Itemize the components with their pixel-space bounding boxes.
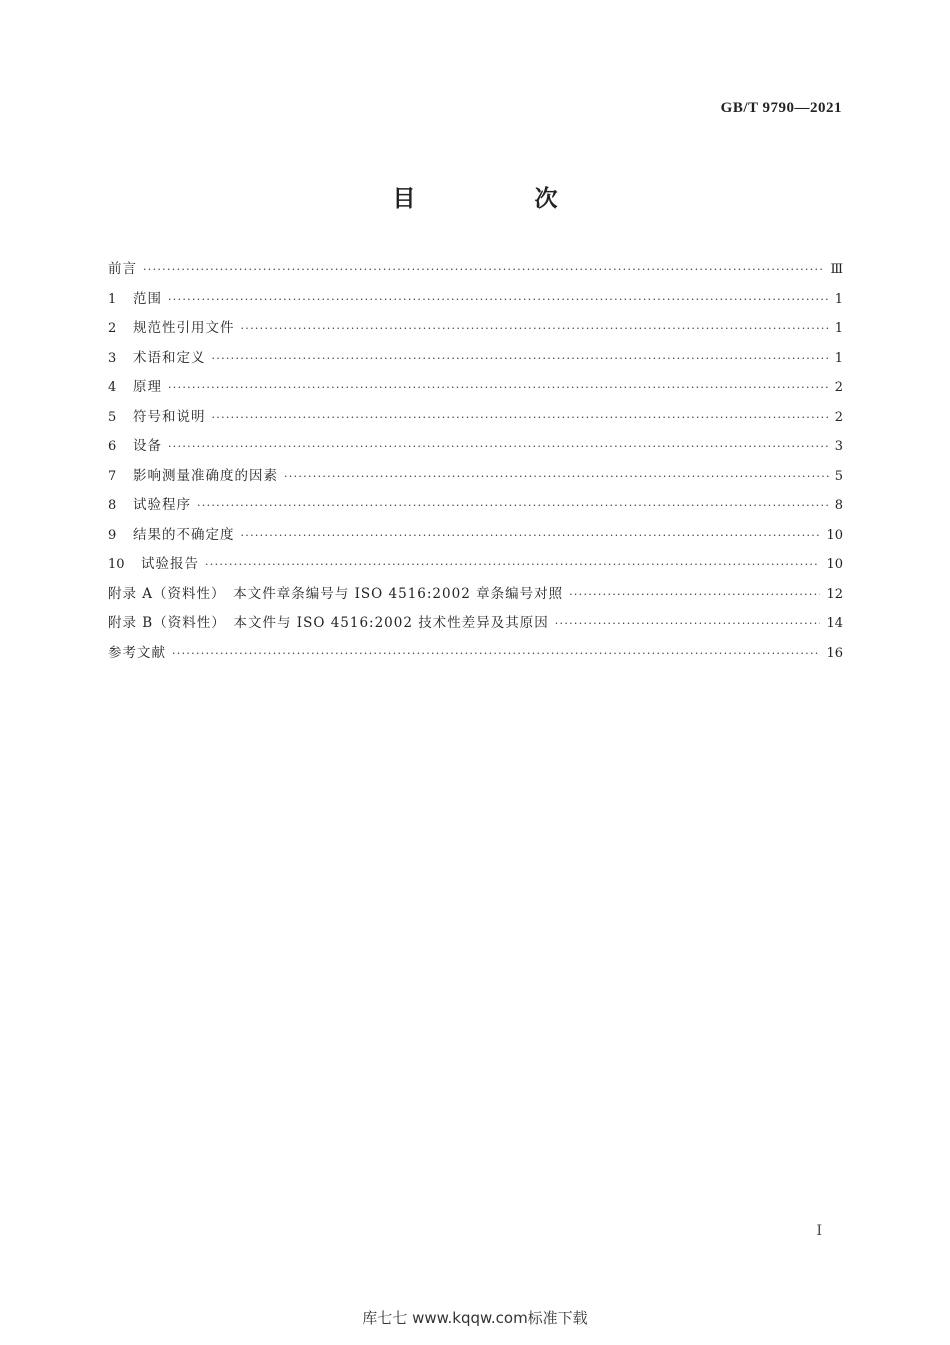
toc-leader-dots [172, 647, 820, 660]
toc-entry-page: Ⅲ [830, 262, 843, 277]
toc-entry-page: 10 [826, 557, 843, 572]
toc-entry-page: 12 [826, 586, 843, 602]
toc-entry-label: 设备 [133, 438, 162, 454]
toc-entry-label: 规范性引用文件 [133, 320, 235, 336]
toc-entry-5[interactable] [108, 405, 843, 435]
toc-entry-number: 8 [108, 498, 117, 513]
toc-entry-label: 试验报告 [141, 556, 199, 572]
toc-leader-dots [197, 499, 829, 512]
toc-entry-page: 1 [834, 321, 843, 336]
toc-leader-dots [212, 411, 829, 424]
toc-leader-dots [241, 322, 829, 335]
standard-code: GB/T 9790—2021 [720, 100, 842, 116]
toc-entry-number: 3 [108, 350, 117, 366]
toc-entry-page: 2 [834, 380, 843, 395]
toc-leader-dots [205, 558, 820, 571]
toc-entry-number: 4 [108, 380, 117, 395]
toc-entry-number: 10 [108, 557, 125, 572]
toc-entry-number: 2 [108, 321, 117, 336]
toc-entry-label: 前言 [108, 261, 137, 277]
toc-entry-label: 参考文献 [108, 644, 166, 661]
toc-entry-2[interactable] [108, 316, 843, 346]
toc-entry-10[interactable] [108, 552, 843, 582]
toc-entry-page: 10 [826, 527, 843, 543]
toc-leader-dots [168, 440, 829, 453]
toc-entry-label: 影响测量准确度的因素 [133, 467, 278, 484]
toc-entry-label: 附录 A（资料性） 本文件章条编号与 ISO 4516:2002 章条编号对照 [108, 585, 564, 602]
toc-entry-1[interactable] [108, 287, 843, 317]
toc-entry-label: 原理 [133, 379, 162, 395]
toc-entry-page: 5 [834, 468, 843, 484]
toc-entry-page: 1 [834, 350, 843, 366]
toc-entry-label: 符号和说明 [133, 408, 206, 425]
toc-entry-9[interactable] [108, 523, 843, 553]
toc-entry-page: 8 [834, 498, 843, 513]
toc-leader-dots [241, 529, 821, 542]
toc-entry-page: 2 [834, 409, 843, 425]
toc-entry-6[interactable] [108, 434, 843, 464]
toc-entry-foreword[interactable] [108, 257, 843, 287]
toc-entry-label: 术语和定义 [133, 349, 206, 366]
toc-entry-number: 6 [108, 439, 117, 454]
toc-entry-page: 1 [834, 291, 843, 307]
toc-entry-number: 7 [108, 468, 117, 484]
toc-entry-page: 14 [826, 616, 843, 631]
table-of-contents [108, 257, 843, 670]
toc-entry-label: 结果的不确定度 [133, 526, 235, 543]
toc-entry-number: 5 [108, 409, 117, 425]
footer-watermark: 库七七 www.kqqw.com标准下载 [362, 1309, 588, 1327]
toc-entry-annex-a[interactable] [108, 582, 843, 612]
toc-entry-3[interactable] [108, 346, 843, 376]
toc-leader-dots [168, 381, 829, 394]
toc-entry-annex-b[interactable] [108, 611, 843, 641]
toc-entry-8[interactable] [108, 493, 843, 523]
toc-entry-page: 3 [834, 439, 843, 454]
toc-leader-dots [569, 588, 820, 601]
toc-leader-dots [168, 293, 829, 306]
page-title: 目 次 [392, 186, 606, 212]
toc-leader-dots [555, 617, 821, 630]
toc-entry-label: 试验程序 [133, 497, 191, 513]
toc-entry-label: 范围 [133, 290, 162, 307]
toc-entry-4[interactable] [108, 375, 843, 405]
toc-entry-label: 附录 B（资料性） 本文件与 ISO 4516:2002 技术性差异及其原因 [108, 615, 549, 631]
page-number: I [816, 1223, 822, 1239]
toc-leader-dots [212, 352, 829, 365]
toc-entry-number: 9 [108, 527, 117, 543]
toc-entry-7[interactable] [108, 464, 843, 494]
toc-leader-dots [284, 470, 829, 483]
toc-entry-page: 16 [826, 645, 843, 661]
toc-entry-number: 1 [108, 291, 117, 307]
toc-entry-bibliography[interactable] [108, 641, 843, 671]
toc-leader-dots [143, 263, 824, 276]
